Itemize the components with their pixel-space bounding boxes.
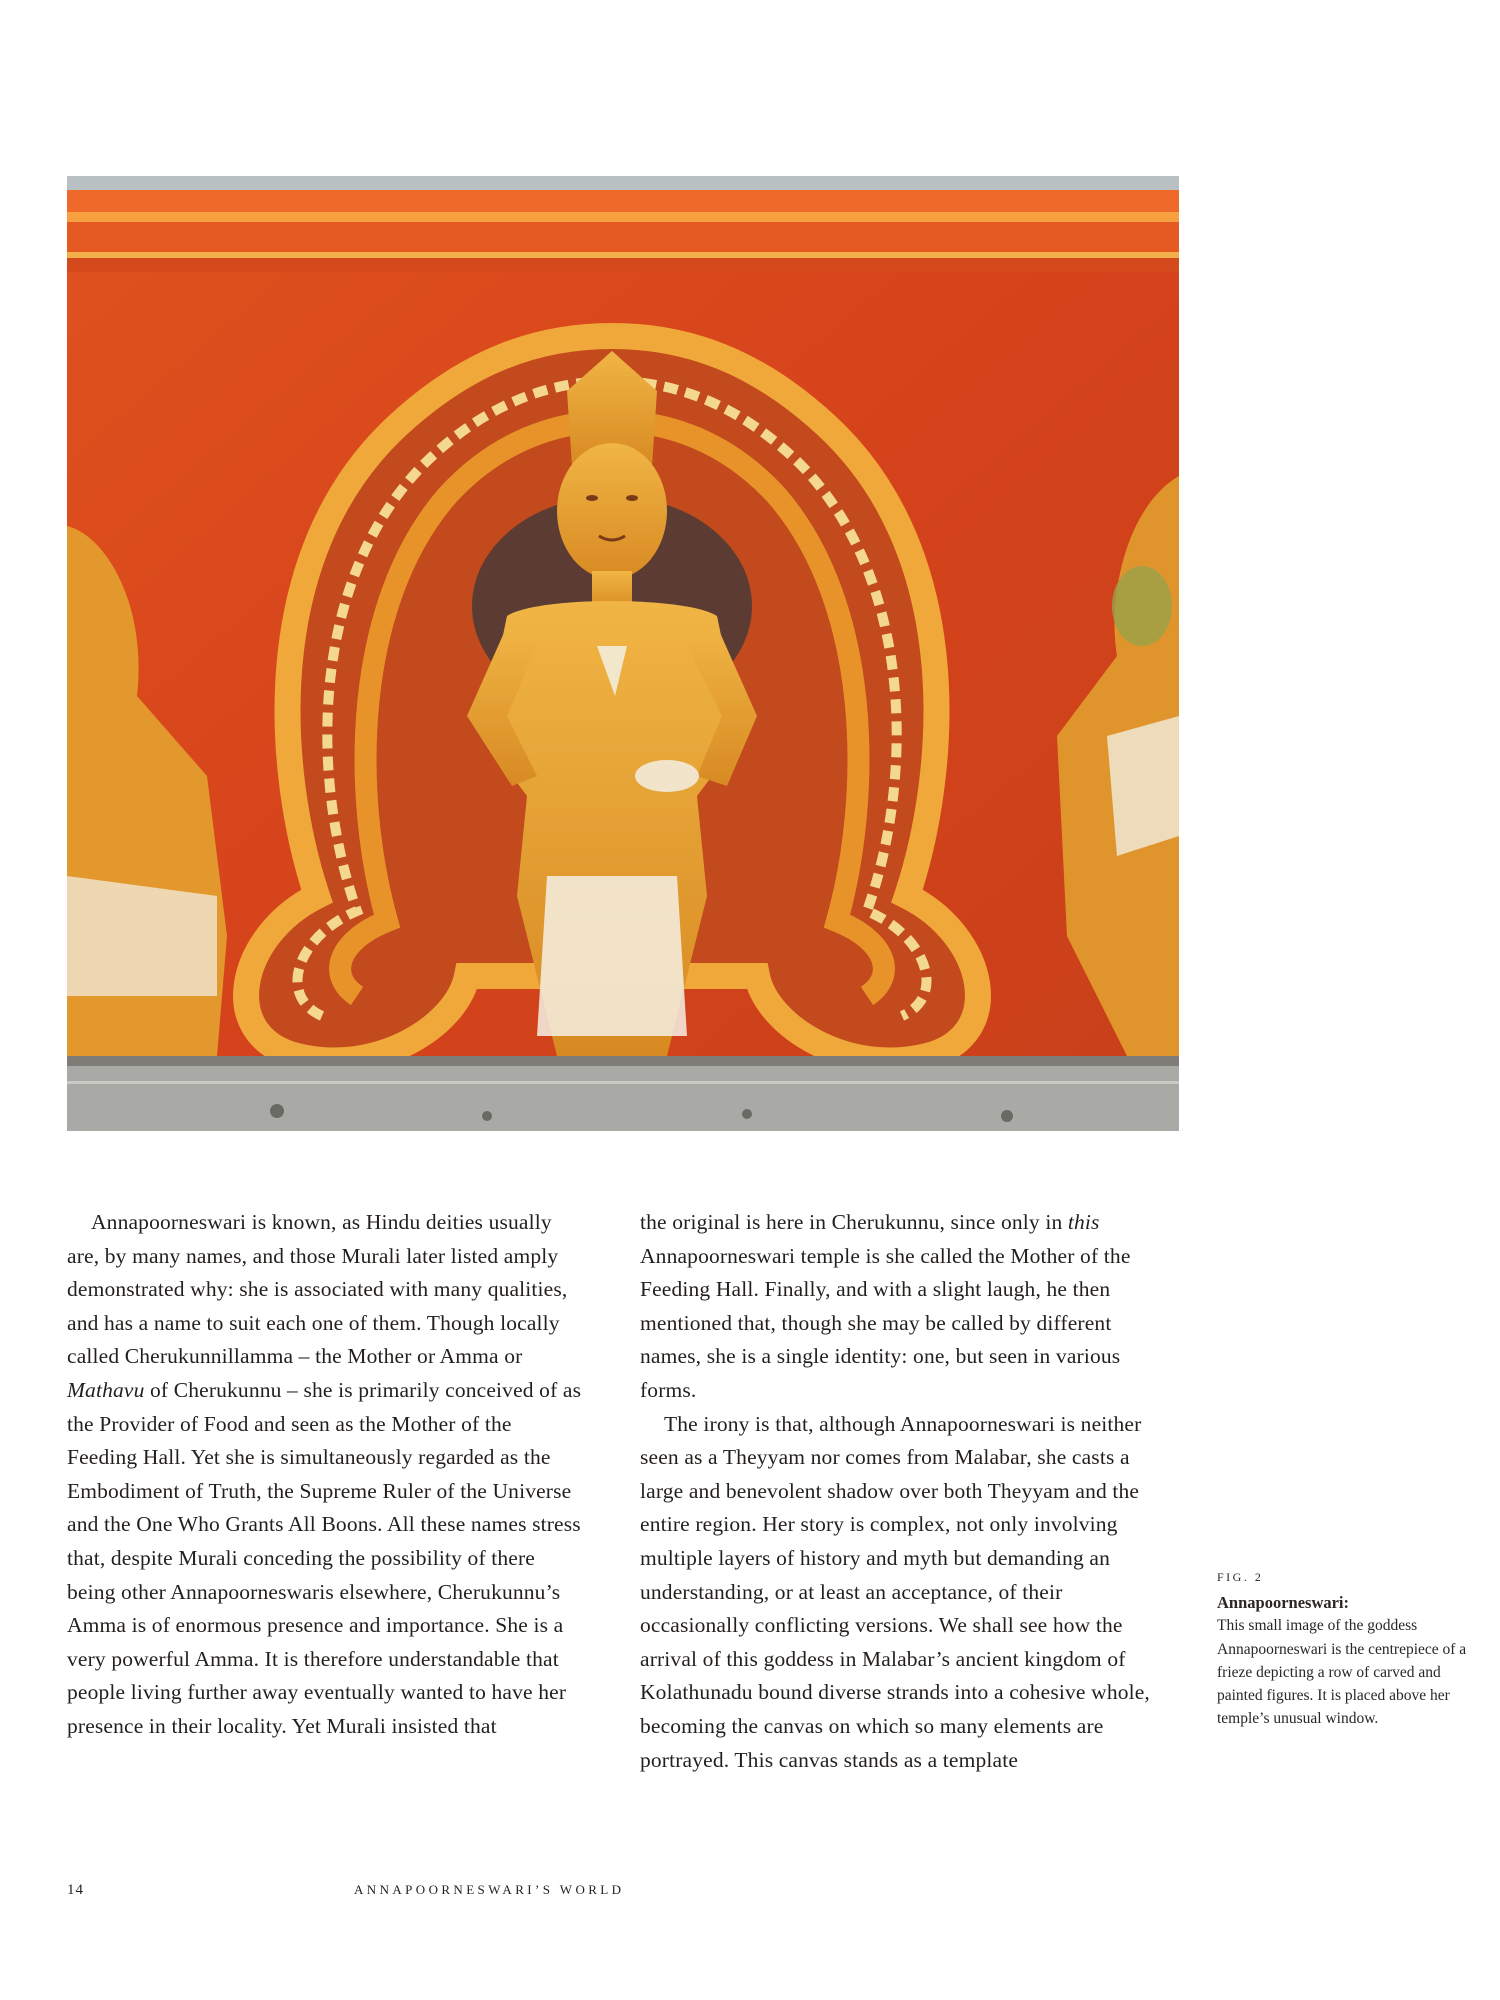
body-paragraph: The irony is that, although Annapoorneswari is neither seen as a Theyyam nor comes from Malabar, she casts a large and benevolent shadow over both Theyyam and the entire region. Her story is complex, not only involving multiple layers of history and myth but demanding an understanding, or at least an acceptance, of their occasionally conflicting versions. We shall see how the arrival of this goddess in Malabar’s ancient kingdom of Kolathunadu bound diverse strands into a cohesive whole, becoming the canvas on which so many elements are portrayed. This canvas stands as a template [640, 1411, 1150, 1772]
frieze-photo [67, 176, 1179, 1131]
page-number: 14 [67, 1882, 84, 1898]
body-text: the original is here in Cherukunnu, since only in [640, 1210, 1068, 1234]
body-emphasis: this [1067, 1210, 1100, 1234]
body-text: of Cherukunnu – she is primarily conceived of as the Provider of Food and seen as the Mother of the Feeding Hall. Yet she is simultaneously regarded as the Embodiment of Truth, the Supreme Ruler of the Universe and the One Who Grants All Boons. All these names stress that, despite Murali conceding the possibility of there being other Annapoorneswaris elsewhere, Cherukunnu’s Amma is of enormous presence and importance. She is a very powerful Amma. It is therefore understandable that people living further away eventually wanted to have her presence in their locality. Yet Murali insisted that [67, 1377, 582, 1738]
figure-caption-text: This small image of the goddess Annapoorneswari is the centrepiece of a frieze depicting a row of carved and painted figures. It is placed above her temple’s unusual window. [1217, 1617, 1467, 1728]
body-text: Annapoorneswari is known, as Hindu deities usually are, by many names, and those Murali later listed amply demonstrated why: she is associated with many qualities, and has a name to suit each one of them. Though locally called Cherukunnillamma – the Mother or Amma or [67, 1210, 568, 1369]
body-paragraph [640, 1206, 1160, 1408]
body-paragraph [67, 1206, 587, 1744]
body-emphasis: Mathavu [67, 1377, 145, 1402]
figure-title: Annapoorneswari: [1217, 1593, 1350, 1613]
running-title: ANNAPOORNESWARI’S WORLD [354, 1882, 625, 1897]
body-text: Annapoorneswari temple is she called the Mother of the Feeding Hall. Finally, and with a slight laugh, he then mentioned that, though she may be called by different names, she is a single identity: one, but seen in various forms. [640, 1243, 1131, 1402]
frieze-illustration [67, 176, 1179, 1131]
body-column-right [640, 1206, 1160, 1777]
body-column-left [67, 1206, 587, 1744]
figure-caption [1217, 1566, 1479, 1730]
figure-label: FIG. 2 [1217, 1570, 1264, 1584]
